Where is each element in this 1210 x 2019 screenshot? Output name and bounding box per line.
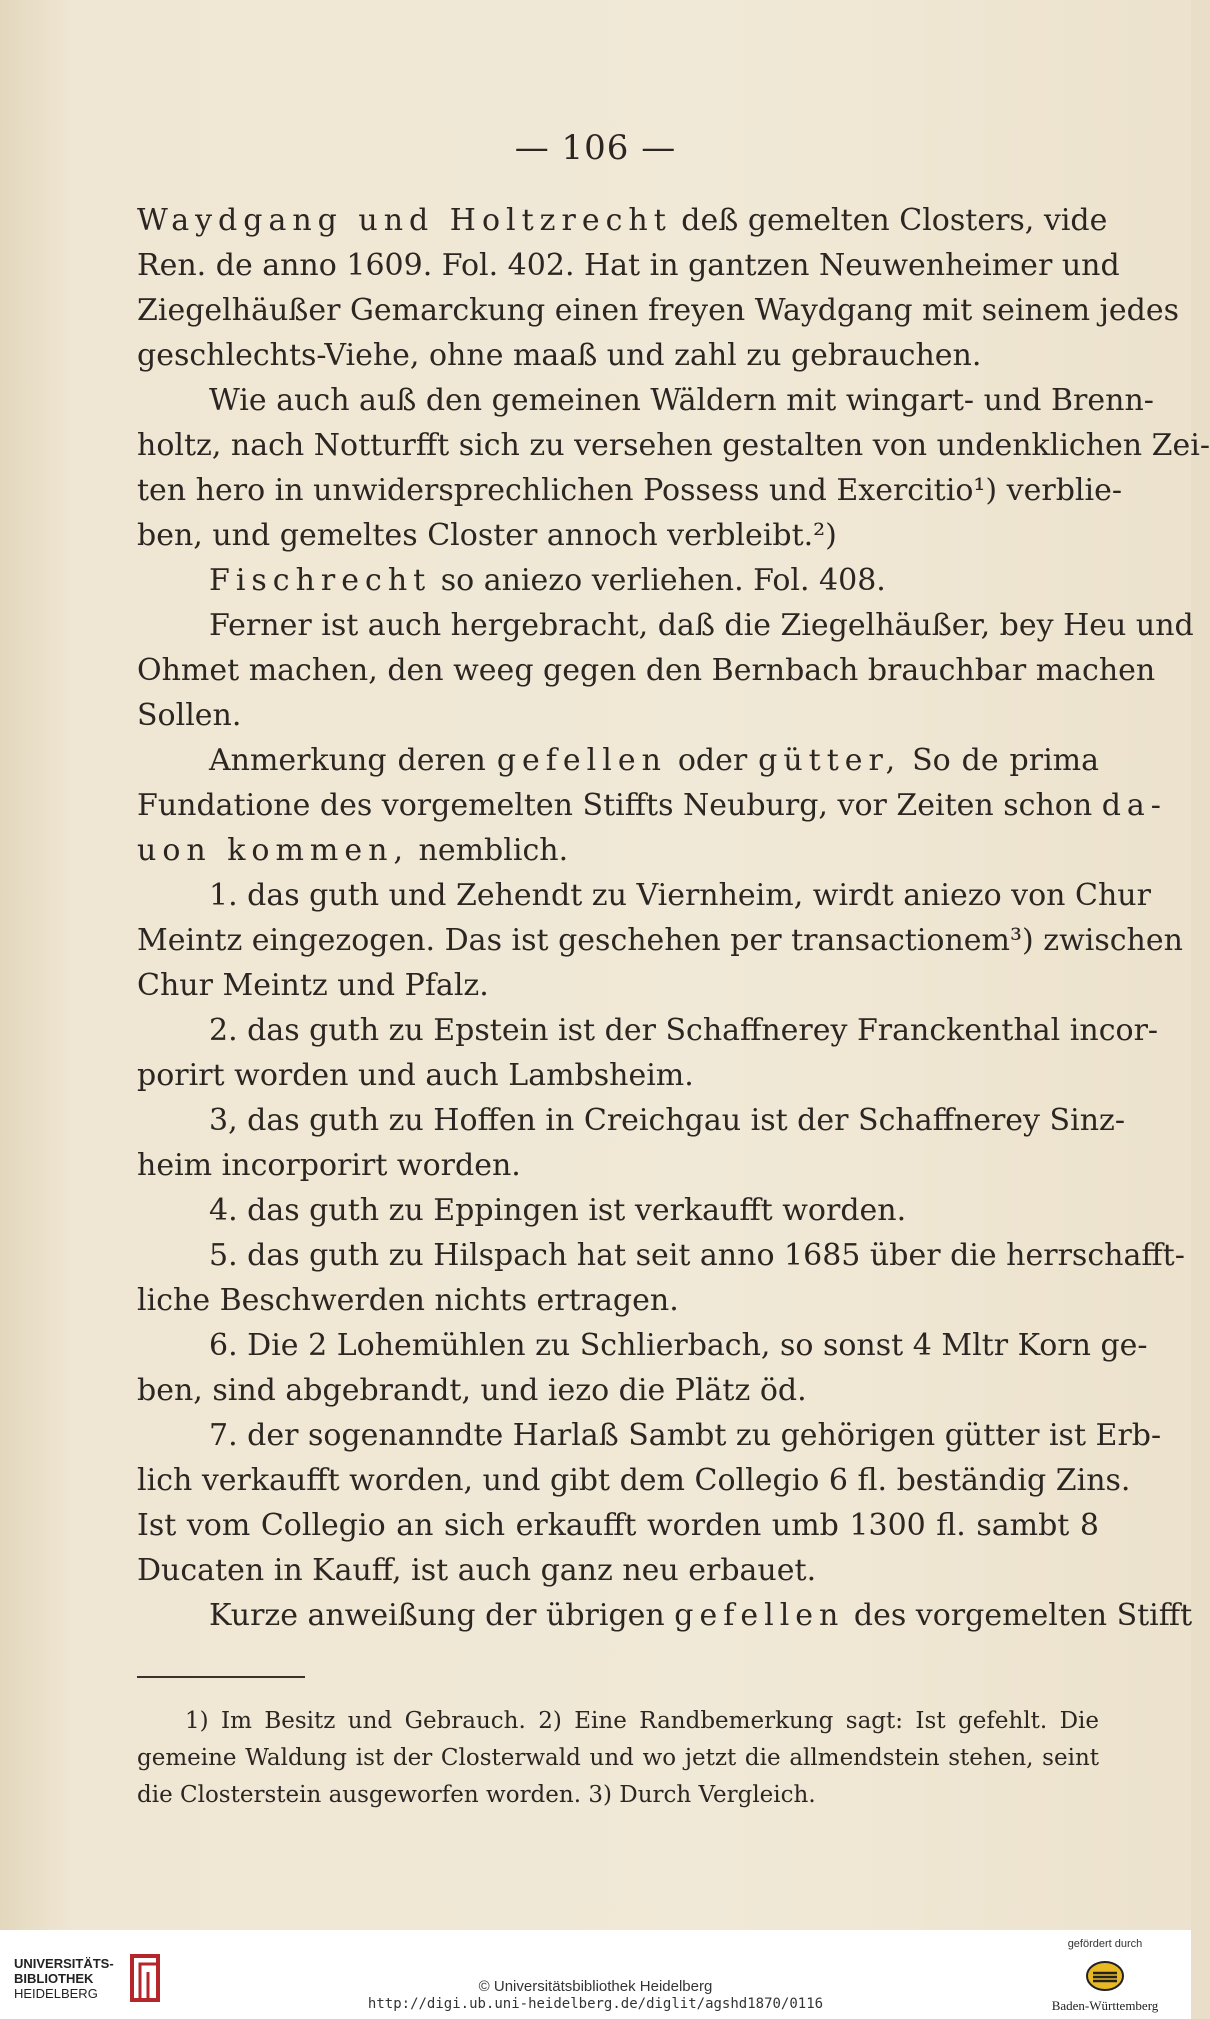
text-segment: des vorgemelten Stifft	[844, 1598, 1193, 1633]
text-line	[137, 1593, 1193, 1638]
text-line	[137, 603, 1194, 648]
page-number: — 106 —	[514, 128, 677, 168]
text-line	[137, 1413, 1162, 1458]
text-segment: so aniezo verliehen. Fol. 408.	[431, 563, 886, 598]
text-line	[137, 783, 1167, 828]
text-segment: Ohmet machen, den weeg gegen den Bernbach brauchbar machen	[137, 653, 1156, 688]
text-line	[137, 828, 1099, 873]
text-segment: Anmerkung deren	[209, 743, 497, 778]
text-segment: deß gemelten Closters, vide	[671, 203, 1108, 238]
text-segment: 2. das guth zu Epstein ist der Schaffnerey Franckenthal incor-	[209, 1013, 1159, 1048]
text-line	[137, 1188, 1099, 1233]
library-name-line3: HEIDELBERG	[14, 1986, 98, 2001]
text-segment: ben, und gemeltes Closter annoch verbleibt.²)	[137, 518, 837, 553]
text-segment: heim incorporirt worden.	[137, 1148, 521, 1183]
spaced-emphasis: Fischrecht	[209, 563, 432, 598]
text-line	[137, 423, 1210, 468]
text-line	[137, 918, 1183, 963]
text-line	[137, 693, 1099, 738]
text-line	[137, 1233, 1185, 1278]
text-segment: nemblich.	[409, 833, 569, 868]
footnote-line: die Closterstein ausgeworfen worden. 3) Durch Vergleich.	[137, 1782, 816, 1808]
text-segment: 1. das guth und Zehendt zu Viernheim, wirdt aniezo von Chur	[209, 878, 1151, 913]
text-line	[137, 378, 1154, 423]
viewer-footer	[0, 1930, 1191, 2019]
text-segment: oder	[666, 743, 759, 778]
spaced-emphasis: uon kommen,	[137, 833, 409, 868]
text-segment: Ren. de anno 1609. Fol. 402. Hat in gantzen Neuwenheimer und	[137, 248, 1120, 283]
text-line	[137, 1278, 1099, 1323]
text-segment: ten hero in unwidersprechlichen Possess und Exercitio¹) verblie-	[137, 473, 1122, 508]
text-line	[137, 1548, 1099, 1593]
text-line	[137, 1098, 1125, 1143]
text-line	[137, 558, 1099, 603]
text-segment: Ferner ist auch hergebracht, daß die Ziegelhäußer, bey Heu und	[209, 608, 1194, 643]
text-segment: Meintz eingezogen. Das ist geschehen per transactionem³) zwischen	[137, 923, 1183, 958]
text-segment: Ist vom Collegio an sich erkaufft worden umb 1300 fl. sambt 8	[137, 1508, 1099, 1543]
text-segment: holtz, nach Notturfft sich zu versehen gestalten von undenklichen Zei-	[137, 428, 1210, 463]
text-line	[137, 1458, 1131, 1503]
text-segment: Sollen.	[137, 698, 242, 733]
text-line	[137, 513, 1099, 558]
text-segment: Kurze anweißung der übrigen	[209, 1598, 675, 1633]
text-line	[137, 1053, 1099, 1098]
spaced-emphasis: da-	[1101, 788, 1167, 823]
library-name-line2: BIBLIOTHEK	[14, 1971, 94, 1986]
main-text	[137, 198, 1210, 1638]
text-segment: 6. Die 2 Lohemühlen zu Schlierbach, so sonst 4 Mltr Korn ge-	[209, 1328, 1148, 1363]
text-segment: 5. das guth zu Hilspach hat seit anno 1685 über die herrschafft-	[209, 1238, 1185, 1273]
text-segment: 7. der sogenanndte Harlaß Sambt zu gehörigen gütter ist Erb-	[209, 1418, 1162, 1453]
library-name-line1: UNIVERSITÄTS-	[14, 1956, 114, 1971]
permalink[interactable]: http://digi.ub.uni-heidelberg.de/diglit/agshd1870/0116	[367, 1996, 824, 2012]
spaced-emphasis: gefellen	[674, 1598, 845, 1633]
text-line	[137, 648, 1156, 693]
text-segment: lich verkaufft worden, und gibt dem Collegio 6 fl. beständig Zins.	[137, 1463, 1131, 1498]
text-line	[137, 288, 1180, 333]
text-line	[137, 963, 1099, 1008]
footnote-divider	[137, 1676, 305, 1678]
text-segment: 3, das guth zu Hoffen in Creichgau ist der Schaffnerey Sinz-	[209, 1103, 1125, 1138]
copyright-notice: © Universitätsbibliothek Heidelberg	[478, 1978, 713, 1995]
text-line	[137, 198, 1108, 243]
footnote-line: 1) Im Besitz und Gebrauch. 2) Eine Randbemerkung sagt: Ist gefehlt. Die	[185, 1708, 1099, 1734]
text-segment: Wie auch auß den gemeinen Wäldern mit wingart- und Brenn-	[209, 383, 1154, 418]
text-line	[137, 1008, 1159, 1053]
text-line	[137, 468, 1122, 513]
text-segment: liche Beschwerden nichts ertragen.	[137, 1283, 679, 1318]
text-segment: 4. das guth zu Eppingen ist verkaufft worden.	[209, 1193, 907, 1228]
funder-name: Baden-Württemberg	[1051, 1998, 1159, 2013]
text-line	[137, 1503, 1099, 1548]
text-segment: ben, sind abgebrandt, und iezo die Plätz öd.	[137, 1373, 807, 1408]
text-line	[137, 873, 1151, 918]
text-line	[137, 738, 1099, 783]
text-segment: Ducaten in Kauff, ist auch ganz neu erbauet.	[137, 1553, 817, 1588]
baden-wuerttemberg-coat-of-arms-icon[interactable]	[1085, 1960, 1125, 1992]
spaced-emphasis: Waydgang und Holtzrecht	[137, 203, 672, 238]
text-line	[137, 1368, 1099, 1413]
text-segment: Chur Meintz und Pfalz.	[137, 968, 489, 1003]
text-segment: So de prima	[901, 743, 1100, 778]
text-segment: Fundatione des vorgemelten Stiffts Neuburg, vor Zeiten schon	[137, 788, 1102, 823]
spaced-emphasis: gütter,	[758, 743, 902, 778]
text-segment: geschlechts-Viehe, ohne maaß und zahl zu gebrauchen.	[137, 338, 982, 373]
text-segment: porirt worden und auch Lambsheim.	[137, 1058, 694, 1093]
funded-by-label: gefördert durch	[1067, 1938, 1143, 1950]
spaced-emphasis: gefellen	[496, 743, 667, 778]
text-line	[137, 333, 1099, 378]
text-line	[137, 243, 1120, 288]
footnotes	[137, 1703, 1099, 1814]
text-segment: Ziegelhäußer Gemarckung einen freyen Waydgang mit seinem jedes	[137, 293, 1180, 328]
text-line	[137, 1323, 1148, 1368]
footnote-line: gemeine Waldung ist der Closterwald und wo jetzt die allmendstein stehen, seint	[137, 1745, 1099, 1771]
text-line	[137, 1143, 1099, 1188]
